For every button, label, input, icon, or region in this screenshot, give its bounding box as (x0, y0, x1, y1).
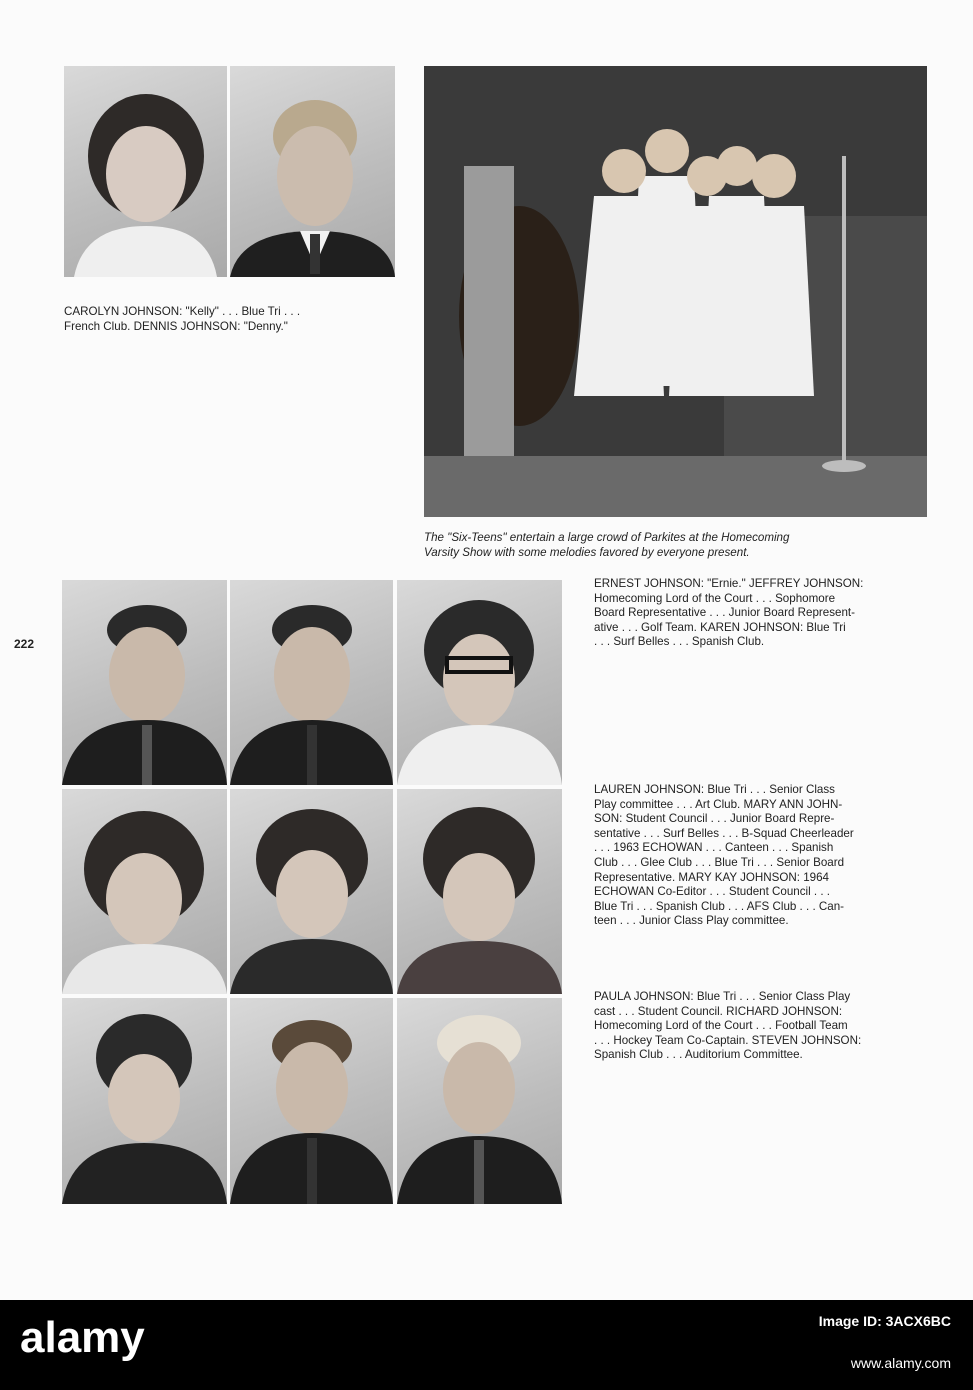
image-id: Image ID: 3ACX6BC (818, 1313, 951, 1329)
caption-line: . . . 1963 ECHOWAN . . . Canteen . . . Spanish (594, 841, 834, 855)
site-url: www.alamy.com (850, 1355, 951, 1371)
portrait-jeffrey-johnson (230, 580, 393, 785)
caption-line: The "Six-Teens" entertain a large crowd of Parkites at the Homecoming (424, 531, 790, 544)
caption-line: . . . Hockey Team Co-Captain. STEVEN JOHNSON: (594, 1033, 862, 1047)
portrait-carolyn-johnson (64, 66, 227, 277)
caption-line: Play committee . . . Art Club. MARY ANN JOHN- (594, 797, 843, 811)
caption-line: Spanish Club . . . Auditorium Committee. (594, 1048, 803, 1062)
caption-line: teen . . . Junior Class Play committee. (594, 914, 789, 928)
caption-line: Blue Tri . . . Spanish Club . . . AFS Club . . . Can- (594, 899, 845, 913)
portrait-ernest-johnson (62, 580, 227, 785)
caption-paula-richard-steven (594, 990, 928, 1063)
caption-line: Homecoming Lord of the Court . . . Football Team (594, 1019, 848, 1033)
caption-line: Varsity Show with some melodies favored by everyone present. (424, 545, 750, 559)
six-teens-stage-photo (424, 66, 927, 517)
portrait-paula-johnson (62, 998, 227, 1204)
portrait-karen-johnson (397, 580, 562, 785)
page-number: 222 (14, 637, 35, 651)
caption-line: PAULA JOHNSON: Blue Tri . . . Senior Class Play (594, 990, 851, 1003)
portrait-mary-kay-johnson (397, 789, 562, 994)
caption-six-teens (424, 531, 927, 560)
caption-lauren-maryann-marykay (594, 783, 928, 929)
caption-line: CAROLYN JOHNSON: "Kelly" . . . Blue Tri . . . (64, 305, 301, 318)
portrait-dennis-johnson (230, 66, 395, 277)
caption-ernest-jeffrey-karen (594, 577, 928, 650)
portrait-lauren-johnson (62, 789, 227, 994)
caption-line: ECHOWAN Co-Editor . . . Student Council . . . (594, 885, 831, 899)
portrait-mary-ann-johnson (230, 789, 393, 994)
portrait-richard-johnson (230, 998, 393, 1204)
caption-carolyn-dennis (64, 305, 397, 334)
caption-line: cast . . . Student Council. RICHARD JOHNSON: (594, 1004, 843, 1018)
caption-line: SON: Student Council . . . Junior Board Repre- (594, 812, 835, 826)
caption-line: Representative. MARY KAY JOHNSON: 1964 (594, 870, 829, 884)
caption-line: Club . . . Glee Club . . . Blue Tri . . . Senior Board (594, 855, 845, 869)
caption-line: Homecoming Lord of the Court . . . Sophomore (594, 591, 836, 605)
caption-line: LAUREN JOHNSON: Blue Tri . . . Senior Class (594, 783, 835, 796)
caption-line: sentative . . . Surf Belles . . . B-Squad Cheerleader (594, 826, 854, 840)
caption-line: Board Representative . . . Junior Board Represent- (594, 606, 855, 620)
portrait-steven-johnson (397, 998, 562, 1204)
caption-line: ERNEST JOHNSON: "Ernie." JEFFREY JOHNSON: (594, 577, 864, 590)
caption-line: ative . . . Golf Team. KAREN JOHNSON: Blue Tri (594, 620, 846, 634)
caption-line: French Club. DENNIS JOHNSON: "Denny." (64, 319, 288, 333)
caption-line: . . . Surf Belles . . . Spanish Club. (594, 635, 765, 649)
alamy-logo: alamy (20, 1313, 145, 1362)
